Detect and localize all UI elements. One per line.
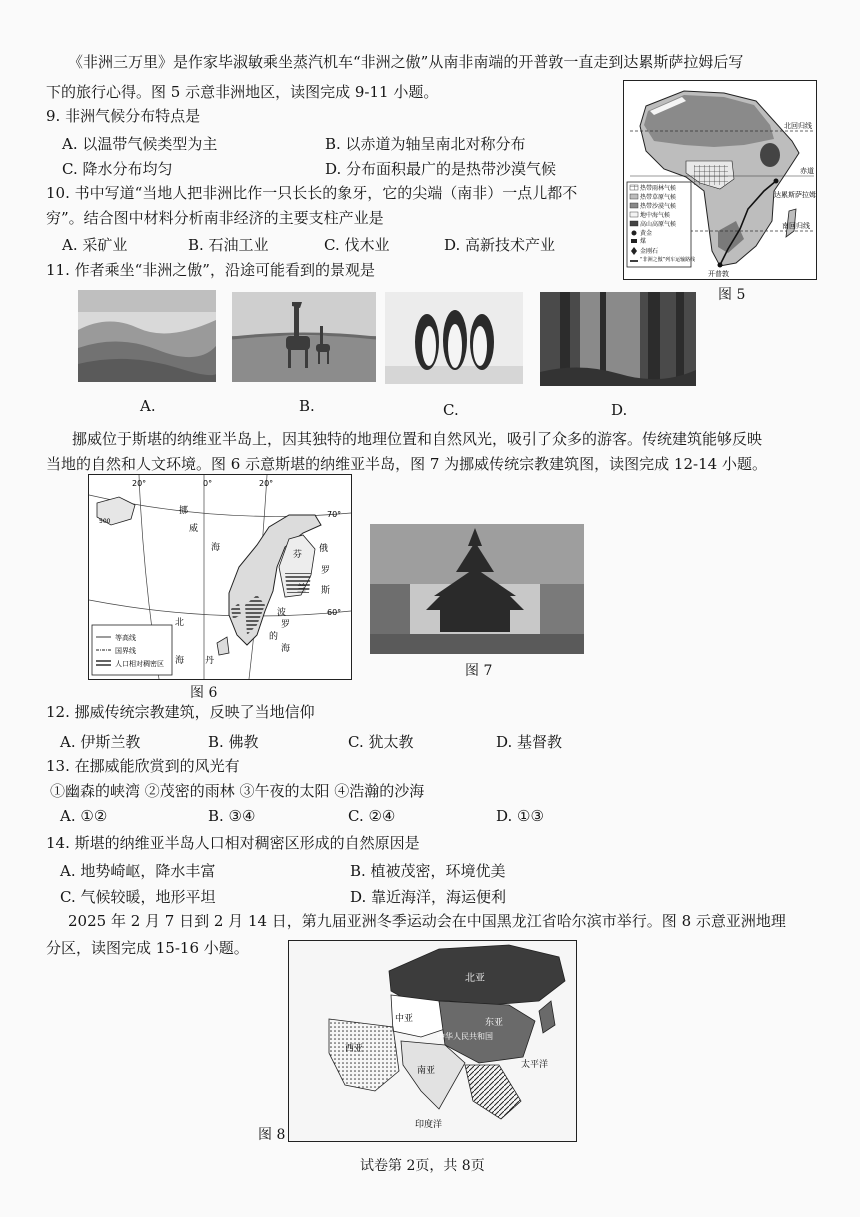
photo-label-a: A. [140,397,156,415]
label-russia-2: 罗 [321,566,331,576]
label-indian-ocean: 印度洋 [415,1120,443,1130]
question-12-option-d[interactable]: D. 基督教 [496,733,563,751]
question-12-option-a[interactable]: A. 伊斯兰教 [60,733,141,751]
question-14-option-b[interactable]: B. 植被茂密，环境优美 [350,862,506,880]
label-lat-60: 60° [327,608,342,617]
label-denmark: 丹 [205,656,215,666]
question-12-option-c[interactable]: C. 犹太教 [348,733,414,751]
label-south-asia: 南亚 [417,1066,436,1076]
intro-paragraph-3-line-2: 分区，读图完成 15-16 小题。 [46,939,249,957]
label-contour-500: 500 [99,518,111,525]
question-10-option-c[interactable]: C. 伐木业 [324,236,390,254]
rainforest-image [540,292,696,386]
label-baltic-4: 海 [281,644,291,654]
desert-dunes-image [78,290,216,382]
question-13-stem: 13. 在挪威能欣赏到的风光有 [46,757,240,775]
question-10-option-a[interactable]: A. 采矿业 [62,236,128,254]
label-north-asia: 北亚 [465,973,485,984]
figure-8-asia-regions-map [288,940,577,1142]
legend-highland: 高山高原气候 [640,221,677,228]
photo-option-c-penguins[interactable] [385,292,523,384]
question-10-option-b[interactable]: B. 石油工业 [188,236,269,254]
figure-5-africa-map [623,80,817,280]
question-13-option-a[interactable]: A. ①② [60,807,108,825]
legend-border: 国界线 [115,647,136,655]
label-south-tropic: 南回归线 [782,222,810,230]
label-baltic-2: 罗 [281,620,291,630]
stave-church-image [370,524,584,654]
question-14-option-a[interactable]: A. 地势崎岖，降水丰富 [60,862,216,880]
question-13-option-d[interactable]: D. ①③ [496,807,544,825]
figure-8-caption: 图 8 [258,1127,286,1143]
photo-label-c: C. [443,401,459,419]
photo-label-d: D. [611,401,628,419]
label-china: 中华人民共和国 [437,1032,493,1041]
label-north-sea-1: 北 [175,618,185,628]
label-lon-20e: 20° [259,479,274,488]
label-east-asia: 东亚 [485,1018,504,1028]
label-baltic-1: 波 [277,608,287,618]
intro-paragraph-2-line-1: 挪威位于斯堪的纳维亚半岛上，因其独特的地理位置和自然风光，吸引了众多的游客。传统建筑能够反映 [72,430,763,448]
legend-rail-route: “非洲之傲”列车运输路线 [640,257,696,263]
question-13-option-c[interactable]: C. ②④ [348,807,396,825]
label-finland-1: 芬 [293,550,303,560]
label-north-tropic: 北回归线 [784,122,812,130]
legend-rainforest: 热带雨林气候 [640,185,677,192]
photo-label-b: B. [299,397,315,415]
question-12-stem: 12. 挪威传统宗教建筑，反映了当地信仰 [46,703,315,721]
legend-contour: 等高线 [115,634,136,642]
photo-option-d-rainforest[interactable] [540,292,696,386]
label-baltic-3: 的 [269,632,279,642]
legend-coal: 煤 [640,238,647,245]
photo-option-a-desert[interactable] [78,290,216,382]
question-12-option-b[interactable]: B. 佛教 [208,733,259,751]
label-sea-nor-3: 海 [211,543,221,553]
label-dar-es-salaam: 达累斯萨拉姆 [774,191,816,199]
label-pacific-ocean: 太平洋 [521,1060,549,1070]
africa-map-graphic [624,81,816,279]
figure-5-caption: 图 5 [718,287,746,303]
label-lon-20w: 20° [132,479,147,488]
label-russia-1: 俄 [319,544,329,554]
figure-6-scandinavia-map [88,474,352,680]
intro-paragraph-2-line-2: 当地的自然和人文环境。图 6 示意斯堪的纳维亚半岛，图 7 为挪威传统宗教建筑图，读图完成 12-14 小题。 [46,455,767,473]
question-10-stem-line-2: 穷”。结合图中材料分析南非经济的主要支柱产业是 [46,209,384,227]
question-9-option-d[interactable]: D. 分布面积最广的是热带沙漠气候 [325,160,557,178]
legend-dense-population: 人口相对稠密区 [115,660,164,668]
label-lon-0: 0° [203,479,213,488]
page-footer: 试卷第 2页，共 8页 [360,1158,485,1174]
question-10-option-d[interactable]: D. 高新技术产业 [444,236,556,254]
question-14-option-d[interactable]: D. 靠近海洋，海运便利 [350,888,507,906]
label-lat-70: 70° [327,510,342,519]
label-sea-nor-2: 威 [189,524,199,534]
label-finland-2: 兰 [297,584,307,594]
legend-diamond: 金刚石 [640,248,659,255]
label-cape-town: 开普敦 [708,270,729,278]
figure-6-caption: 图 6 [190,685,218,701]
question-14-option-c[interactable]: C. 气候较暖，地形平坦 [60,888,216,906]
question-13-option-b[interactable]: B. ③④ [208,807,256,825]
question-9-option-b[interactable]: B. 以赤道为轴呈南北对称分布 [325,135,526,153]
question-9-stem: 9. 非洲气候分布特点是 [46,107,201,125]
label-sea-nor-1: 挪 [179,506,189,516]
figure-7-caption: 图 7 [465,663,493,679]
question-10-stem-line-1: 10. 书中写道“当地人把非洲比作一只长长的象牙，它的尖端（南非）一点儿都不 [46,184,578,202]
intro-paragraph-1-line-2: 下的旅行心得。图 5 示意非洲地区，读图完成 9-11 小题。 [46,83,439,101]
asia-map-graphic [289,941,576,1141]
scandinavia-map-graphic [89,475,351,679]
intro-paragraph-3-line-1: 2025 年 2 月 7 日到 2 月 14 日，第九届亚洲冬季运动会在中国黑龙江省哈尔滨市举行。图 8 示意亚洲地理 [68,912,786,930]
photo-option-b-giraffes[interactable] [232,292,376,382]
savanna-giraffes-image [232,292,376,382]
legend-mediterranean: 地中海气候 [640,212,671,219]
legend-savanna: 热带草原气候 [640,194,677,201]
legend-gold: 黄金 [640,230,653,237]
question-11-stem: 11. 作者乘坐“非洲之傲”，沿途可能看到的景观是 [46,261,375,279]
legend-desert: 热带沙漠气候 [640,203,677,210]
question-14-stem: 14. 斯堪的纳维亚半岛人口相对稠密区形成的自然原因是 [46,834,420,852]
figure-7-stave-church-photo [370,524,584,654]
label-north-sea-2: 海 [175,656,185,666]
label-equator: 赤道 [800,167,814,175]
question-9-option-a[interactable]: A. 以温带气候类型为主 [62,135,218,153]
intro-paragraph-1-line-1: 《非洲三万里》是作家毕淑敏乘坐蒸汽机车“非洲之傲”从南非南端的开普敦一直走到达累斯萨拉姆后写 [68,53,744,71]
penguins-image [385,292,523,384]
label-central-asia: 中亚 [395,1014,414,1024]
question-9-option-c[interactable]: C. 降水分布均匀 [62,160,173,178]
question-13-items: ①幽森的峡湾 ②茂密的雨林 ③午夜的太阳 ④浩瀚的沙海 [50,782,425,800]
label-west-asia: 西亚 [345,1044,364,1054]
label-russia-3: 斯 [321,586,331,596]
